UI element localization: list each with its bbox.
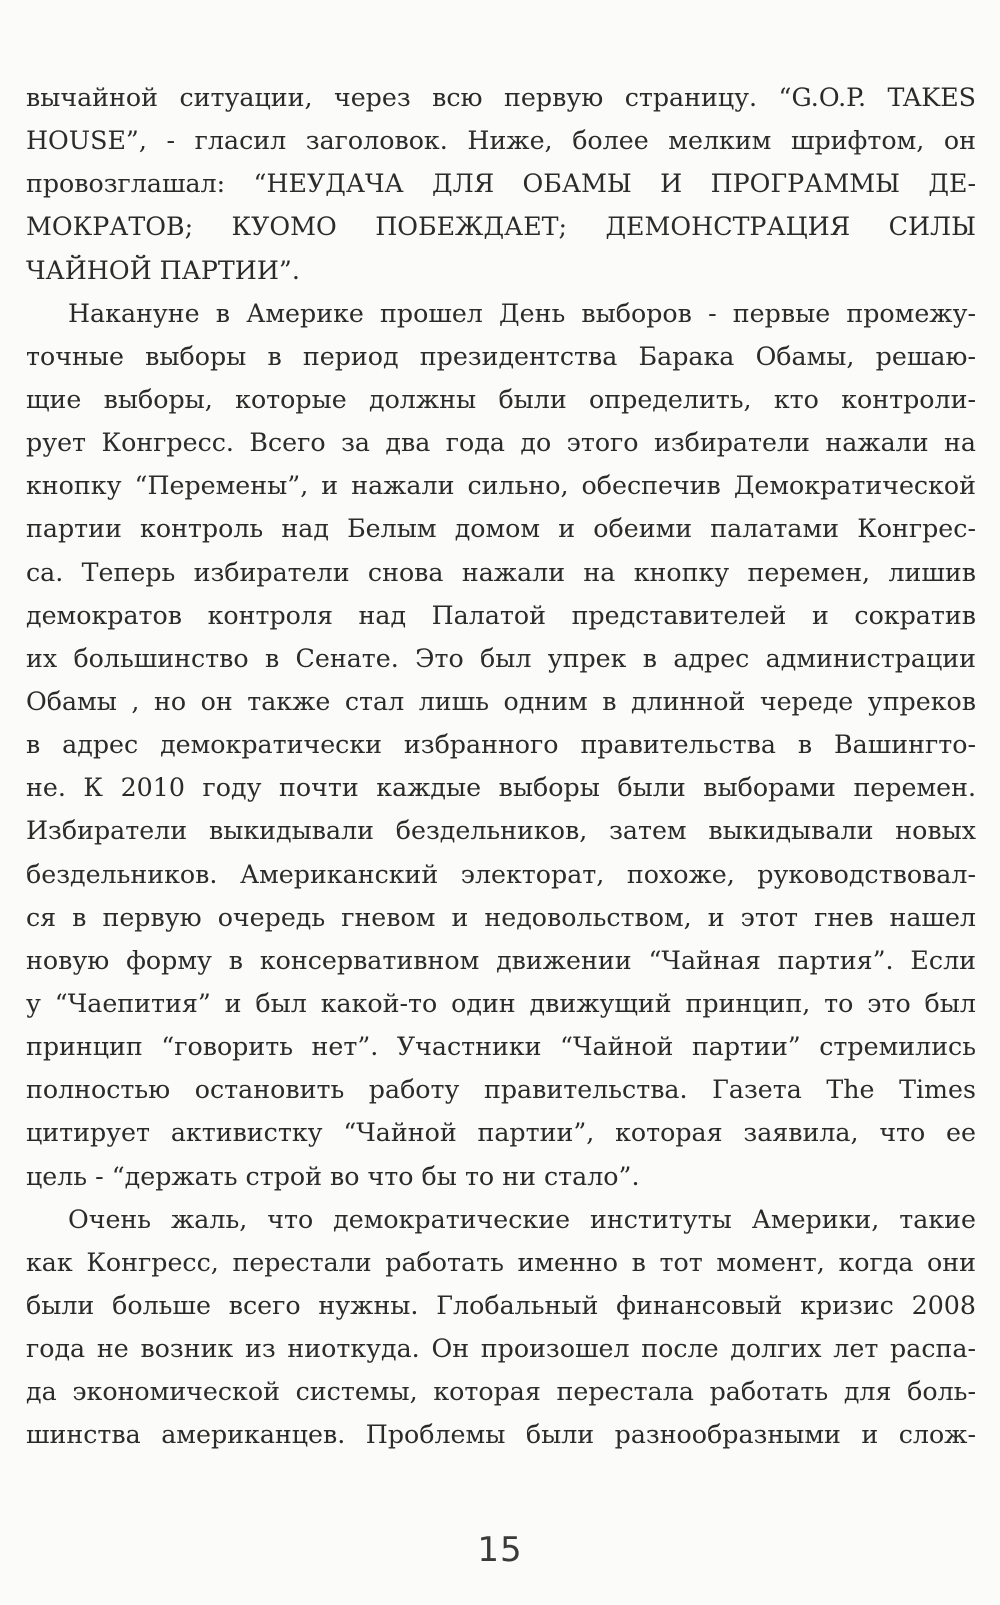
text-line: в адрес демократически избранного правительства в Вашингто- (26, 730, 976, 760)
text-line: их большинство в Сенате. Это был упрек в адрес администрации (26, 643, 976, 673)
text-line: точные выборы в период президентства Барака Обамы, решаю- (26, 341, 976, 371)
text-line: как Конгресс, перестали работать именно в тот момент, когда они (26, 1247, 976, 1277)
text-line: года не возник из ниоткуда. Он произошел после долгих лет распа- (26, 1334, 976, 1364)
text-line: новую форму в консервативном движении “Чайная партия”. Если (26, 945, 976, 975)
text-line: принцип “говорить нет”. Участники “Чайной партии” стремились (26, 1032, 976, 1062)
text-line: щие выборы, которые должны были определить, кто контроли- (26, 384, 976, 414)
page-body (26, 76, 976, 1457)
text-line: ся в первую очередь гневом и недовольством, и этот гнев нашел (26, 902, 976, 932)
text-line: демократов контроля над Палатой представителей и сократив (26, 600, 976, 630)
text-line: Обамы , но он также стал лишь одним в длинной череде упреков (26, 686, 976, 716)
text-line: шинства американцев. Проблемы были разнообразными и слож- (26, 1420, 976, 1450)
text-line: не. К 2010 году почти каждые выборы были выборами перемен. (26, 773, 976, 803)
text-line: рует Конгресс. Всего за два года до этого избиратели нажали на (26, 428, 976, 458)
text-line: вычайной ситуации, через всю первую страницу. “G.O.P. TAKES (26, 83, 976, 112)
text-line: да экономической системы, которая перестала работать для боль- (26, 1377, 976, 1407)
text-line: HOUSE”, - гласил заголовок. Ниже, более мелким шрифтом, он (26, 126, 976, 156)
text-line: ЧАЙНОЙ ПАРТИИ”. (26, 255, 300, 285)
text-line: провозглашал: “НЕУДАЧА ДЛЯ ОБАМЫ И ПРОГРАММЫ ДЕ- (26, 169, 976, 199)
text-line: полностью остановить работу правительства. Газета The Times (26, 1075, 976, 1105)
text-line: цитирует активистку “Чайной партии”, которая заявила, что ее (26, 1118, 976, 1148)
text-line: партии контроль над Белым домом и обеими палатами Конгрес- (26, 514, 976, 544)
text-line: бездельников. Американский электорат, похоже, руководствовал- (26, 859, 976, 889)
text-line: были больше всего нужны. Глобальный финансовый кризис 2008 (26, 1290, 976, 1320)
text-line: кнопку “Перемены”, и нажали сильно, обеспечив Демократической (26, 471, 976, 501)
text-line: Избиратели выкидывали бездельников, затем выкидывали новых (26, 816, 976, 846)
text-line: у “Чаепития” и был какой-то один движущий принцип, то это был (26, 988, 976, 1018)
text-line: цель - “держать строй во что бы то ни стало”. (26, 1161, 640, 1191)
paragraph-start-line: Накануне в Америке прошел День выборов - первые промежу- (68, 298, 976, 328)
page-number: 15 (477, 1530, 523, 1570)
text-line: са. Теперь избиратели снова нажали на кнопку перемен, лишив (26, 557, 976, 587)
text-line: МОКРАТОВ; КУОМО ПОБЕЖДАЕТ; ДЕМОНСТРАЦИЯ СИЛЫ (26, 212, 976, 242)
paragraph-start-line: Очень жаль, что демократические институты Америки, такие (68, 1204, 976, 1234)
